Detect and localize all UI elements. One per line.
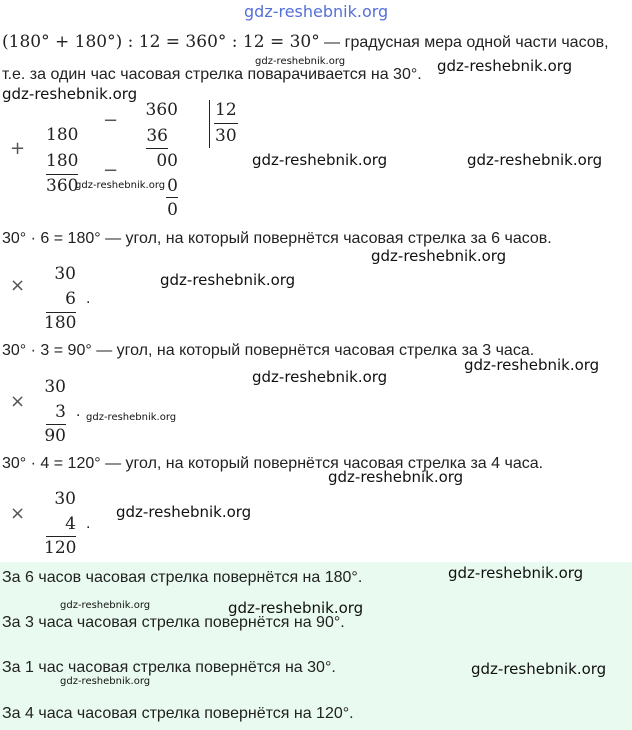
division-minus-1: − bbox=[103, 110, 119, 131]
division-line-1 bbox=[146, 148, 168, 149]
addition-line bbox=[46, 174, 78, 175]
division-step-1: 36 bbox=[146, 126, 168, 146]
mult-2-operator: × bbox=[10, 391, 26, 412]
division-divisor: 12 bbox=[215, 100, 237, 120]
answer-1: За 6 часов часовая стрелка повернётся на 180°. bbox=[2, 569, 363, 586]
statement-1: 30° · 6 = 180° — угол, на который повернётся часовая стрелка за 6 часов. bbox=[2, 230, 552, 247]
mult-1-b: 6 bbox=[65, 289, 76, 309]
statement-2: 30° · 3 = 90° — угол, на который повернётся часовая стрелка за 3 часа. bbox=[2, 342, 535, 359]
dot: . bbox=[86, 290, 91, 307]
mult-2-line bbox=[46, 424, 66, 425]
watermark: gdz-reshebnik.org bbox=[75, 180, 166, 191]
mult-2-a: 30 bbox=[44, 377, 66, 397]
statement-3: 30° · 4 = 120° — угол, на который повернётся часовая стрелка за 4 часа. bbox=[2, 455, 544, 472]
mult-3-line bbox=[46, 536, 76, 537]
dot: . bbox=[86, 515, 91, 532]
watermark: gdz-reshebnik.org bbox=[60, 676, 151, 687]
watermark: gdz-reshebnik.org bbox=[252, 368, 388, 386]
answer-3: За 1 час часовая стрелка повернётся на 30°. bbox=[2, 659, 336, 676]
division-bar bbox=[209, 100, 210, 148]
watermark: gdz-reshebnik.org bbox=[160, 271, 296, 289]
mult-1-operator: × bbox=[10, 275, 26, 296]
intro-line-1 bbox=[2, 32, 609, 52]
division-divisor-line bbox=[214, 123, 238, 124]
division-quotient: 30 bbox=[215, 126, 237, 146]
answer-4: За 4 часа часовая стрелка повернётся на 120°. bbox=[2, 705, 354, 722]
watermark: gdz-reshebnik.org bbox=[328, 468, 464, 486]
intro-line-2: т.е. за один час часовая стрелка поварачивается на 30°. bbox=[2, 66, 422, 83]
intro-formula: (180° + 180°) : 12 = 360° : 12 = 30° bbox=[2, 32, 320, 52]
watermark: gdz-reshebnik.org bbox=[371, 247, 507, 265]
dot: . bbox=[76, 403, 81, 420]
watermark: gdz-reshebnik.org bbox=[464, 356, 600, 374]
mult-3-b: 4 bbox=[65, 514, 76, 534]
intro-formula-tail: — градусная мера одной части часов, bbox=[319, 34, 609, 51]
watermark: gdz-reshebnik.org bbox=[467, 151, 603, 169]
watermark: gdz-reshebnik.org bbox=[437, 57, 573, 75]
addition-a: 180 bbox=[46, 125, 79, 145]
mult-3-operator: × bbox=[10, 503, 26, 524]
watermark: gdz-reshebnik.org bbox=[86, 412, 177, 423]
division-step-3: 0 bbox=[167, 176, 178, 196]
mult-2-result: 90 bbox=[44, 426, 66, 446]
watermark: gdz-reshebnik.org bbox=[116, 503, 252, 521]
watermark: gdz-reshebnik.org bbox=[2, 85, 138, 103]
addition-operator: + bbox=[10, 138, 26, 159]
watermark: gdz-reshebnik.org bbox=[471, 660, 607, 678]
mult-3-a: 30 bbox=[54, 489, 76, 509]
mult-1-a: 30 bbox=[54, 264, 76, 284]
division-remainder: 0 bbox=[167, 200, 178, 220]
division-dividend: 360 bbox=[145, 100, 178, 120]
watermark: gdz-reshebnik.org bbox=[255, 56, 346, 67]
addition-b: 180 bbox=[46, 151, 79, 171]
division-minus-2: − bbox=[103, 160, 119, 181]
watermark: gdz-reshebnik.org bbox=[448, 564, 584, 582]
answer-2: За 3 часа часовая стрелка повернётся на 90°. bbox=[2, 614, 345, 631]
watermark: gdz-reshebnik.org bbox=[252, 151, 388, 169]
watermark: gdz-reshebnik.org bbox=[60, 600, 151, 611]
watermark: gdz-reshebnik.org bbox=[228, 599, 364, 617]
mult-1-result: 180 bbox=[44, 313, 77, 333]
division-line-2 bbox=[166, 197, 178, 198]
division-step-2: 00 bbox=[156, 151, 178, 171]
mult-3-result: 120 bbox=[44, 538, 77, 558]
watermark-top: gdz-reshebnik.org bbox=[244, 2, 389, 21]
mult-2-b: 3 bbox=[55, 402, 66, 422]
addition-sum: 360 bbox=[46, 176, 79, 196]
